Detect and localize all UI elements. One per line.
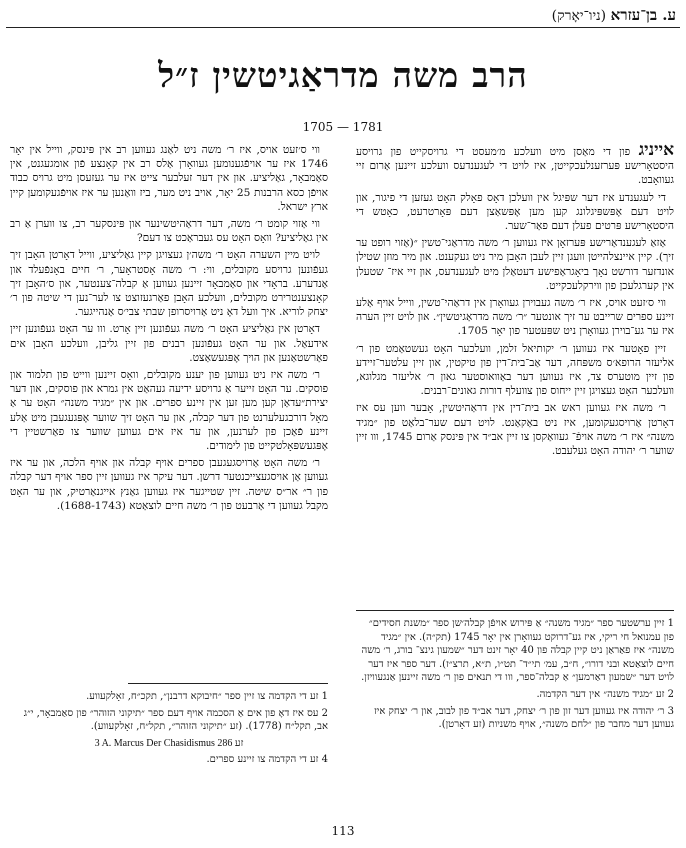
- footnote: 2 עס איז דאָ פון אים אַ הסכמה אויף דעם ספר ״תיקוני הזוהר״ פון סאַמבאָר, י״ג אב, תקל״ח (1778). (זע ״תיקוני הזוהר״, תקל״ח, זאָלקעווע).: [23, 707, 328, 733]
- header-rule: [6, 27, 680, 28]
- paragraph: די לעגענדע איז דער שפּיגל אין וועלכן דאָס פאָלק האָט געזען די פיגור, און לויט דעם אָפּשפּיגלונג קען מען אָפּשאַצן דעם פּאָרטרעט, כאָטש די היסטאָרישע פּרטים פעלן דעם פאַר־שער.: [356, 191, 674, 233]
- footnote: 1 זיין ערשטער ספר ״מגיד משנה״ אַ פּירוש אויפֿן קבלה׳שן ספר ״משנת חסידים״ פון עמנואל חי ריקי, איז גע־דרוקט געוואָרן אין יאָר 1745 (תק״ה). אין ״מגיד משנה״ איז פאַראַן ניט קיין קבלה פון 40 יאָר זינט דער ״שמעון גינצ־ בורג, ר׳ משה חיים לוצאַטא ובני דורו״, ח״ב, עמ׳ תי״ד־ תט״ו, ת״א, תרצ״ז). דער ספר איז דער לויט דער ״שמעון דאַרמען״ אַ קבלה־ספר, ווו די תנאים פון ר׳ משה זיינען אַנגעוויזן.: [361, 618, 674, 684]
- paragraph: ווי אַזוי קומט ר׳ משה, דער דראַהיטשינער און פּינסקער רב, צו ווערן אַ רב אין גאַליציע? וואָס האָט עס געבראַכט צו דעם?: [10, 218, 328, 245]
- running-head: [552, 6, 676, 25]
- paragraph: [356, 140, 674, 188]
- footnote: 3 A. Marcus Der Chasidismus זע 286: [94, 737, 244, 749]
- running-head-place: (ניו־יאָרק): [551, 8, 607, 24]
- article-title: הרב משה מדראַגיטשין ז״ל: [158, 56, 528, 96]
- paragraph: דאָרטן אין גאַליציע האָט ר׳ משה געפֿונען זיין אָרט. ווו ער האָט געפֿונען זיין אידעאַל. און ער האָט געפֿונען רבנים פון זיין גליבן, וועלכע האָבן אים פאַרשטאַנען און הויך אָפּגעשאַצט.: [10, 323, 328, 364]
- footnote: 2 זע ״מגיד משנה״ אין דער הקדמה.: [536, 688, 674, 700]
- footnote: 3 ר׳ יהודה איז געווען דער זון פון ר׳ יצחק, דער אב״ד פון לבוב, און ר׳ יצחק איז געווען דער מחבר פון ״לחם משנה״, אויף משניות (זע דאָרטן).: [373, 705, 674, 731]
- right-column: [356, 140, 674, 461]
- page-number: 113: [331, 824, 355, 838]
- left-footnotes: [10, 683, 328, 770]
- paragraph: ר׳ משה איז ניט געווען פון יענע מקובלים, וואָס זיינען ווייט פון תלמוד און פוסקים. ער האָט זייער אַ גרויסע ידיעה געהאַט אין גמרא און פוסקים, און דער יצירת״עדאַן קען מען זען אין זיינע ספרים. און אין ״מגיד משנה״ האָט ער אַ מאָל דורכגעלערנט פון דער קבלה, און ער האָט זיך שווער אָפּגעגעבן מיט אַלע זיינע פֿאַכן פון לערנען, און ער איז אים געווען שווער צו פאַרשטיין די אָפּגעשפּאָלטקייט פון לימודים.: [10, 369, 328, 453]
- paragraph: זיין פאָטער איז געווען ר׳ יקותיאל זלמן, וועלכער האָט געשטאַמט פון ר׳ אליעזר הרופא׳ס משפּחה, דער אַב־בית־דין פון טיקטין, און זיין עלטער־זיידע פון זיין מוטערס צד, איז געווען דער באַוואוסטער גאון ר׳ אליעזר מגלוגא, וועלכער האָט געצויגן זיין ייחוס פון צוועלף דורות גאונים־רבנים.: [356, 342, 674, 398]
- running-head-author: ע. בן־עזרא: [610, 6, 676, 24]
- paragraph: ווי ס׳זעט אויס, איז ר׳ משה ניט לאַנג געווען רב אין פּינסק, ווייל אין יאָר 1746 איז ער אויפֿגענומען געוואָרן אַלס רב אין קאָנצע פֿון אומגעגנט, אין סאַמבאָר, גאַליציע. און אין דער זעלבער צייט איז ער געזעסן מיט גרויס כבוד אויפֿן כסא הרבנות 25 יאָר, אויב ניט מער, ביז וואַנען ער איז אויפֿגעקומען קיין ארץ ישראל.: [10, 144, 328, 213]
- paragraph: אַזאַ לעגענדאַרישע פּערזאָן איז געווען ר׳ משה מדראַגי־טשין ״(אַזוי רופט ער זיך). קיין איינצלהייטן וועגן זיין לעבן האָבן מיר ניט געקענט. און מיר מוזן שטילן אונדזער דורשט נאָך ביאָגראַפישע דעטאַלן מיט לעגענדעס, און זיי איז־ שטעלן אין קערגלעכן פון ווירקלעכקייט.: [356, 237, 674, 292]
- paragraph: לויט מיין השערה האָט ר׳ משה׳ן געצויגן קיין גאַליציע, ווייל דאָרטן האָבן זיך געפֿונען גרויסע מקובלים, ווי: ר׳ משה אָסטראָער, ר׳ חיים באָנפֿעלד און אַנדערע. בראָדי און סאַמבאָר זיינען געווען אַ קבלה־צענטער, און ס׳האָבן זיך קאָנצענטרירט מקובלים, וועלכע האָבן פאַרגעזוצט צו לער־נען די שיטה פון ר׳ יצחק לוריא. איך וועל דאָ ניט אַרויסרופן שבתי צבי׳ס אַנהייגער.: [10, 249, 328, 319]
- left-column: [10, 143, 328, 516]
- dropword: אייניג: [638, 140, 674, 160]
- footnote: 4 זע די הקדמה צו זיינע ספרים.: [206, 754, 328, 766]
- paragraph: ר׳ משה איז געווען ראש אב בית־דין אין דראַהיטשין, אָבער ווען עס איז דאָרטן אַרויסגעקומען, איז ניט באַקאַנט. לויט דעם שער־בלאַט פון ״מגיד משנה״ איז ר׳ משה אויפֿ־ געוואַקסן צו זיין אב״ד אין פּינסק אַרום 1745, ווו זיין שווער ר׳ יהודה האָט געלעבט.: [356, 402, 674, 458]
- paragraph-text: פון די מאַסן מיט וועלכע מ׳מעסט די גרויסקייט פון גרויסע היסטאָרישע פּערזענלעכקייטן, איז לויט די לעגענדעס וועלכע זיינען אַרום זיי געוואָבט.: [356, 146, 674, 187]
- footnote-rule: [356, 610, 674, 611]
- footnote: 1 זע די הקדמה צו זיין ספר ״חיבוקא דרבנן״, תקכ״ח, זאָלקעווע.: [86, 691, 328, 702]
- right-footnotes: [356, 610, 674, 735]
- article-years: 1705 — 1781: [302, 120, 384, 134]
- footnote-rule: [128, 683, 328, 684]
- paragraph: ר׳ משה האָט אַרויסגעגעבן ספרים אויף קבלה און אויף הלכה, און ער איז געווען אַן אויסגעצייכנטער דרשן. דער עיקר איז געווען זיין ספר אויף דער קבלה פון ר״ אר״ס שיטה. זיין שטייגער איז געווען גאַנץ אייגנאַרטיק, און ער האָט מקבל געווען די אַרבעט פון ר׳ משה חיים לוצאַטא (1688-1743).: [10, 457, 328, 512]
- paragraph: ווי ס׳זעט אויס, איז ר׳ משה געבוירן געוואָרן אין דראַהי־טשין, ווייל אויף אַלע זיינע ספרים שרייבט ער זיך אונטער ״ר׳ משה מדראַגיטשין״. און לויט זיין הערה איז ער גע־בוירן געוואָרן ניט שפּעטער פון יאָר 1705.: [356, 297, 674, 338]
